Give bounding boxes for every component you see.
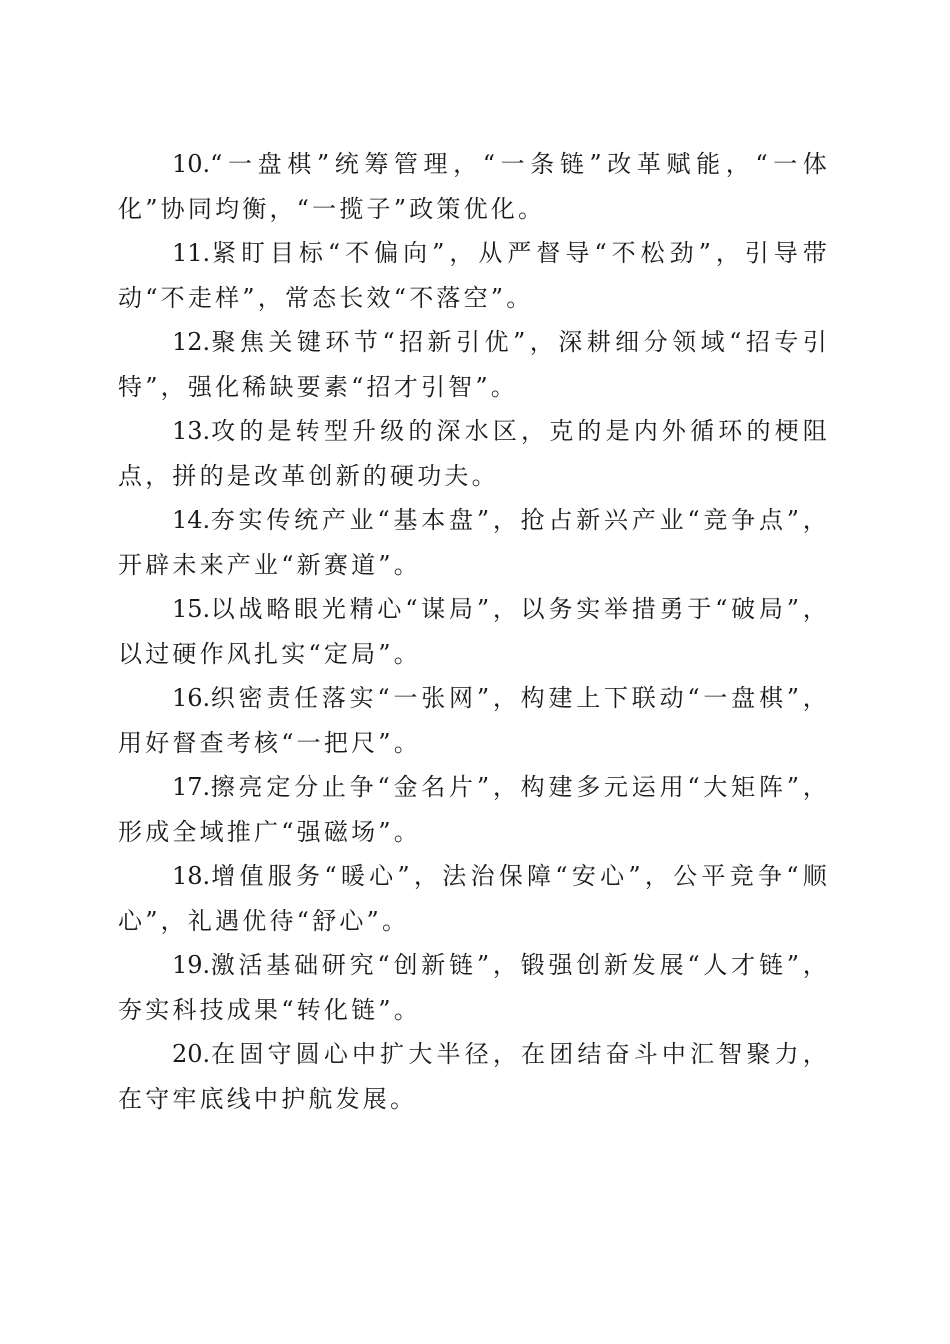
paragraph-text: 擦亮定分止争“金名片”，构建多元运用“大矩阵”，形成全域推广“强磁场”。 xyxy=(118,773,830,846)
paragraph-text: 攻的是转型升级的深水区，克的是内外循环的梗阻点，拼的是改革创新的硬功夫。 xyxy=(118,417,830,490)
paragraph-text: “一盘棋”统筹管理，“一条链”改革赋能，“一体化”协同均衡，“一揽子”政策优化。 xyxy=(118,150,830,223)
paragraph-number: 10. xyxy=(172,150,211,178)
paragraph-number: 13. xyxy=(172,417,211,445)
paragraph-10 xyxy=(118,142,830,231)
paragraph-number: 18. xyxy=(172,862,211,890)
paragraph-text: 增值服务“暖心”，法治保障“安心”，公平竞争“顺心”，礼遇优待“舒心”。 xyxy=(118,862,830,935)
paragraph-text: 夯实传统产业“基本盘”，抢占新兴产业“竞争点”，开辟未来产业“新赛道”。 xyxy=(118,506,830,579)
paragraph-number: 20. xyxy=(172,1040,211,1068)
paragraph-number: 14. xyxy=(172,506,211,534)
paragraph-19 xyxy=(118,943,830,1032)
paragraph-number: 12. xyxy=(172,328,211,356)
paragraph-17 xyxy=(118,765,830,854)
paragraph-16 xyxy=(118,676,830,765)
paragraph-18 xyxy=(118,854,830,943)
paragraph-11 xyxy=(118,231,830,320)
paragraph-number: 16. xyxy=(172,684,211,712)
paragraph-13 xyxy=(118,409,830,498)
paragraph-15 xyxy=(118,587,830,676)
paragraph-text: 聚焦关键环节“招新引优”，深耕细分领域“招专引特”，强化稀缺要素“招才引智”。 xyxy=(118,328,830,401)
paragraph-12 xyxy=(118,320,830,409)
paragraph-number: 17. xyxy=(172,773,211,801)
paragraph-14 xyxy=(118,498,830,587)
paragraph-text: 激活基础研究“创新链”，锻强创新发展“人才链”，夯实科技成果“转化链”。 xyxy=(118,951,830,1024)
paragraph-number: 19. xyxy=(172,951,211,979)
paragraph-text: 织密责任落实“一张网”，构建上下联动“一盘棋”，用好督查考核“一把尺”。 xyxy=(118,684,830,757)
paragraph-text: 紧盯目标“不偏向”，从严督导“不松劲”，引导带动“不走样”，常态长效“不落空”。 xyxy=(118,239,830,312)
paragraph-text: 在固守圆心中扩大半径，在团结奋斗中汇智聚力，在守牢底线中护航发展。 xyxy=(118,1040,830,1113)
paragraph-text: 以战略眼光精心“谋局”，以务实举措勇于“破局”，以过硬作风扎实“定局”。 xyxy=(118,595,830,668)
paragraph-number: 15. xyxy=(172,595,211,623)
paragraph-20 xyxy=(118,1032,830,1121)
document-body xyxy=(118,142,830,1121)
paragraph-number: 11. xyxy=(172,239,211,267)
